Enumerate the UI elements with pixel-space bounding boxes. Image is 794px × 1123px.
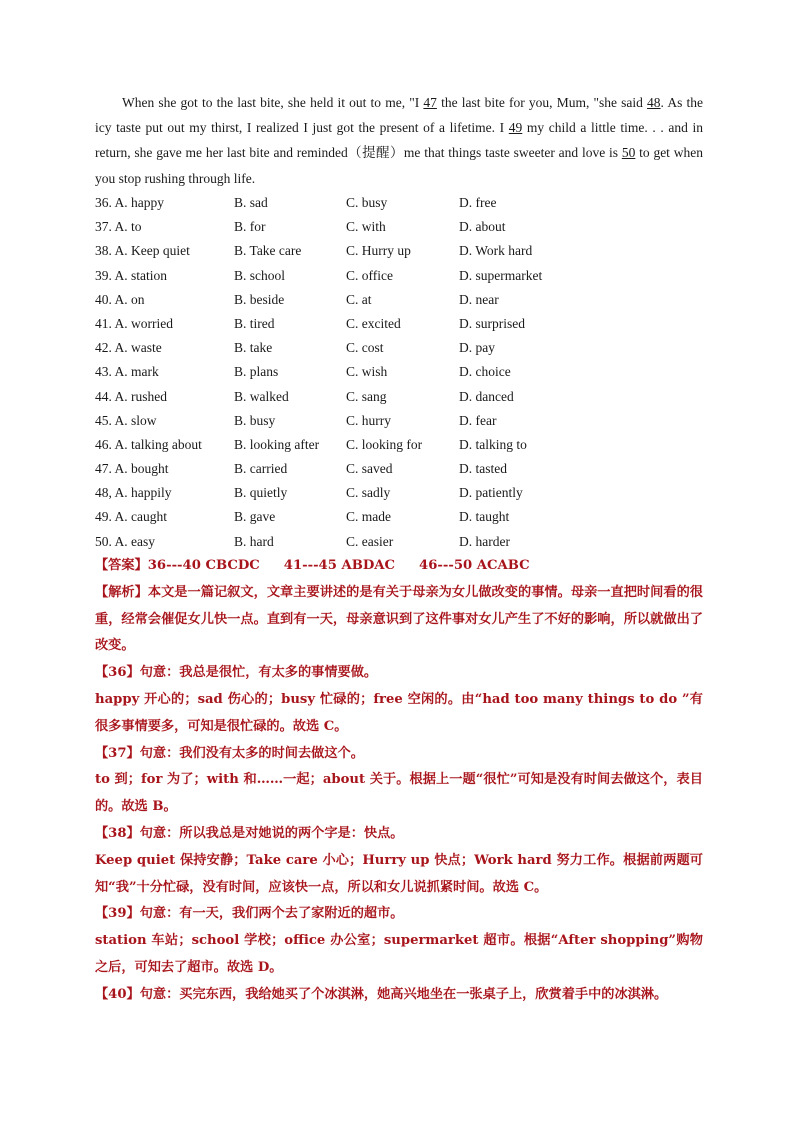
option-c: C. busy xyxy=(346,195,388,210)
option-row xyxy=(95,409,715,433)
option-d: D. tasted xyxy=(459,461,507,477)
option-a: 40. A. on xyxy=(95,291,145,307)
option-c: C. looking for xyxy=(346,436,423,452)
option-d: D. Work hard xyxy=(459,243,533,259)
analysis-37-meaning: 【37】句意：我们没有太多的时间去做这个。 xyxy=(95,745,364,761)
option-row xyxy=(95,215,715,239)
option-d: D. choice xyxy=(459,364,511,380)
option-b: B. tired xyxy=(234,315,275,331)
analysis-37-explanation: to 到；for 为了；with 和……一起；about 关于。根据上一题“很忙”可知是没有时间去做这个，表目的。故选 B。 xyxy=(95,772,703,815)
option-row xyxy=(95,264,715,288)
option-c: C. excited xyxy=(346,315,401,331)
answer-analysis-section xyxy=(95,553,703,1009)
blank-47: 47 xyxy=(423,95,437,110)
option-row xyxy=(95,481,715,505)
option-c: C. cost xyxy=(346,340,384,356)
option-b: B. sad xyxy=(234,195,268,210)
option-row xyxy=(95,312,715,336)
option-row xyxy=(95,433,715,457)
option-b: B. plans xyxy=(234,364,279,380)
option-b: B. busy xyxy=(234,412,276,428)
option-d: D. harder xyxy=(459,533,510,549)
passage-segment: to get when you stop rushing through life. xyxy=(95,145,703,186)
analysis-38-meaning: 【38】句意：所以我总是对她说的两个字是：快点。 xyxy=(95,825,404,841)
option-d: D. pay xyxy=(459,340,495,356)
option-c: C. made xyxy=(346,509,391,525)
option-d: D. free xyxy=(459,195,497,210)
option-b: B. hard xyxy=(234,533,274,549)
option-c: C. sang xyxy=(346,388,387,404)
option-row xyxy=(95,457,715,481)
option-a: 38. A. Keep quiet xyxy=(95,243,190,259)
analysis-40-meaning: 【40】句意：买完东西，我给她买了个冰淇淋，她高兴地坐在一张桌子上，欣赏着手中的冰淇淋。 xyxy=(95,986,668,1002)
blank-50: 50 xyxy=(621,145,636,161)
option-c: C. Hurry up xyxy=(346,243,411,259)
option-a: 39. A. station xyxy=(95,267,168,283)
answer-line xyxy=(95,553,703,580)
option-a: 49. A. caught xyxy=(95,509,167,525)
option-a: 36. A. happy xyxy=(95,195,164,210)
option-a: 37. A. to xyxy=(95,219,142,235)
option-a: 42. A. waste xyxy=(95,340,162,356)
option-c: C. office xyxy=(346,267,393,283)
analysis-36-meaning: 【36】句意：我总是很忙，有太多的事情要做。 xyxy=(95,665,378,681)
option-d: D. danced xyxy=(459,388,514,404)
option-b: B. Take care xyxy=(234,243,302,259)
option-b: B. looking after xyxy=(234,436,320,452)
option-row xyxy=(95,385,715,409)
option-row xyxy=(95,288,715,312)
option-row xyxy=(95,505,715,529)
option-a: 41. A. worried xyxy=(95,315,173,331)
analysis-38-explanation: Keep quiet 保持安静；Take care 小心；Hurry up 快点；Work hard 努力工作。根据前两题可知“我”十分忙碌，没有时间，应该快一点，所以和女儿说抓紧时间。故选 C。 xyxy=(95,852,703,895)
option-c: C. saved xyxy=(346,461,393,477)
options-list xyxy=(95,191,715,554)
option-d: D. surprised xyxy=(459,315,525,331)
passage-segment: . As the icy taste put out my thirst, I realized I just got the present of a lifetime. I xyxy=(95,95,703,136)
option-a: 43. A. mark xyxy=(95,364,159,380)
option-a: 45. A. slow xyxy=(95,412,157,428)
option-d: D. supermarket xyxy=(459,267,543,283)
analysis-36-explanation: happy 开心的；sad 伤心的；busy 忙碌的；free 空闲的。由“had too many things to do ”有很多事情要多，可知是很忙碌的。故选 C。 xyxy=(95,691,703,734)
option-d: D. about xyxy=(459,219,506,235)
passage-segment: my child a little time. . . and in return, she gave me her last bite and reminded（提醒）me that things taste sweeter and love is xyxy=(95,120,704,161)
option-d: D. fear xyxy=(459,412,497,428)
option-d: D. near xyxy=(459,291,499,307)
option-c: C. hurry xyxy=(346,412,391,428)
option-row xyxy=(95,336,715,360)
option-b: B. quietly xyxy=(234,485,288,501)
passage-segment: When she got to the last bite, she held it out to me, "I xyxy=(122,95,424,110)
answer-group-3: 46---50 ACABC xyxy=(419,558,530,573)
option-b: B. beside xyxy=(234,291,285,307)
option-a: 50. A. easy xyxy=(95,533,155,549)
answer-group-2: 41---45 ABDAC xyxy=(283,558,396,573)
option-c: C. with xyxy=(346,219,386,235)
option-b: B. for xyxy=(234,219,266,235)
option-row xyxy=(95,530,715,554)
option-b: B. carried xyxy=(234,461,288,477)
option-c: C. easier xyxy=(346,533,394,549)
option-c: C. sadly xyxy=(346,485,391,501)
option-a: 48, A. happily xyxy=(95,485,172,501)
option-d: D. taught xyxy=(459,509,510,525)
answer-group-1: 【答案】36---40 CBCDC xyxy=(95,558,260,573)
option-c: C. wish xyxy=(346,364,388,380)
blank-48: 48 xyxy=(647,95,661,110)
option-b: B. take xyxy=(234,340,273,356)
passage-segment: the last bite for you, Mum, "she said xyxy=(436,95,648,110)
option-c: C. at xyxy=(346,291,372,307)
option-row xyxy=(95,239,715,263)
option-a: 46. A. talking about xyxy=(95,436,202,452)
option-b: B. walked xyxy=(234,388,289,404)
option-a: 44. A. rushed xyxy=(95,388,167,404)
passage-text xyxy=(95,90,703,191)
option-b: B. school xyxy=(234,267,286,283)
option-row xyxy=(95,191,715,215)
blank-49: 49 xyxy=(508,120,523,136)
option-b: B. gave xyxy=(234,509,276,525)
option-d: D. patiently xyxy=(459,485,523,501)
analysis-summary: 【解析】本文是一篇记叙文，文章主要讲述的是有关于母亲为女儿做改变的事情。母亲一直把时间看的很重，经常会催促女儿快一点。直到有一天，母亲意识到了这件事对女儿产生了不好的影响，所以就做出了改变。 xyxy=(95,584,703,654)
analysis-39-explanation: station 车站；school 学校；office 办公室；supermarket 超市。根据“After shopping”购物之后，可知去了超市。故选 D。 xyxy=(95,933,703,975)
option-a: 47. A. bought xyxy=(95,461,169,477)
analysis-39-meaning: 【39】句意：有一天，我们两个去了家附近的超市。 xyxy=(95,906,404,922)
option-d: D. talking to xyxy=(459,436,527,452)
option-row xyxy=(95,360,715,384)
